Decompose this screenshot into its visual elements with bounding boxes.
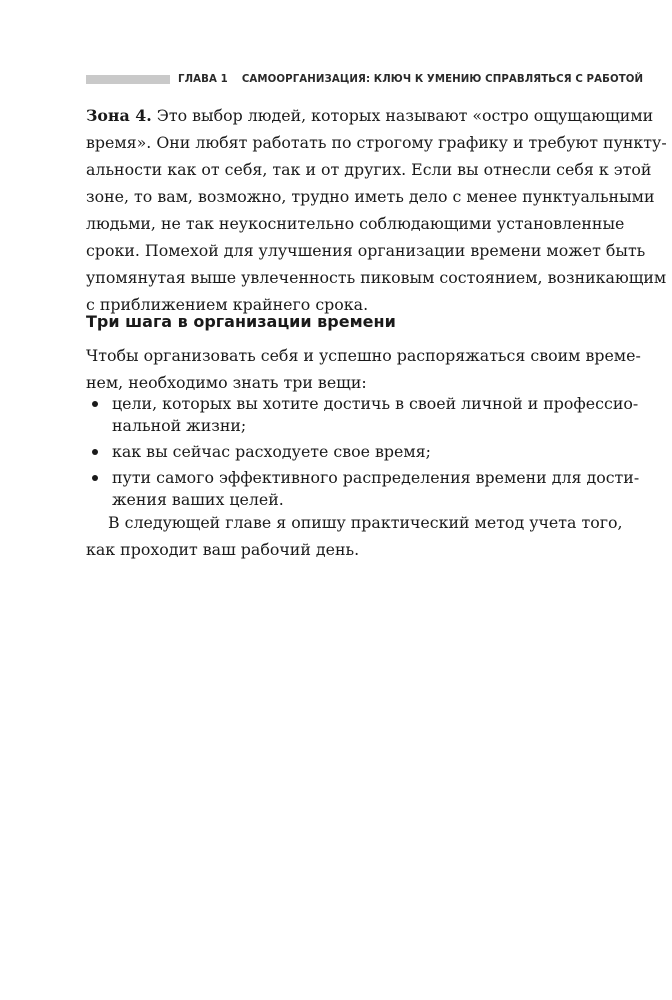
paragraph-line: Чтобы организовать себя и успешно распоряжаться своим време- — [86, 346, 641, 365]
bullet-icon — [92, 449, 98, 455]
paragraph-line: Зона 4. Это выбор людей, которых называют «остро ощущающими — [86, 106, 654, 125]
list-item-line: нальной жизни; — [112, 416, 247, 435]
paragraph-line: упомянутая выше увлеченность пиковым состоянием, возникающим — [86, 268, 667, 287]
section-heading: Три шага в организации времени — [86, 312, 396, 331]
paragraph-line: зоне, то вам, возможно, трудно иметь дело с менее пунктуальными — [86, 187, 655, 206]
closing-paragraph — [86, 509, 623, 563]
list-item-line: как вы сейчас расходуете свое время; — [112, 442, 431, 461]
list-item — [86, 467, 640, 511]
paragraph-line: альности как от себя, так и от других. Если вы отнесли себя к этой — [86, 160, 652, 179]
paragraph-line: сроки. Помехой для улучшения организации времени может быть — [86, 241, 646, 260]
paragraph-line: с приближением крайнего срока. — [86, 295, 369, 314]
page-content — [86, 102, 667, 559]
bullet-list — [86, 393, 640, 511]
running-head — [86, 72, 644, 86]
bullet-icon — [92, 475, 98, 481]
chapter-label: ГЛАВА 1 — [178, 73, 228, 85]
zone4-paragraph — [86, 102, 667, 318]
list-item-line: пути самого эффективного распределения времени для дости- — [112, 468, 640, 487]
section-intro — [86, 342, 641, 396]
paragraph-line: нем, необходимо знать три вещи: — [86, 373, 367, 392]
paragraph-line: как проходит ваш рабочий день. — [86, 540, 360, 559]
header-decorative-bar — [86, 75, 170, 84]
paragraph-line: людьми, не так неукоснительно соблюдающими установленные — [86, 214, 625, 233]
bullet-icon — [92, 401, 98, 407]
list-item — [86, 441, 586, 463]
list-item — [86, 393, 639, 437]
list-item-line: цели, которых вы хотите достичь в своей личной и профессио- — [112, 394, 639, 413]
paragraph-line: В следующей главе я опишу практический метод учета того, — [108, 513, 623, 532]
list-item-line: жения ваших целей. — [112, 490, 284, 509]
chapter-title: САМООРГАНИЗАЦИЯ: КЛЮЧ К УМЕНИЮ СПРАВЛЯТЬСЯ С РАБОТОЙ — [241, 73, 644, 85]
paragraph-line: время». Они любят работать по строгому графику и требуют пункту- — [86, 133, 667, 152]
zone4-lead: Зона 4. — [86, 106, 152, 125]
